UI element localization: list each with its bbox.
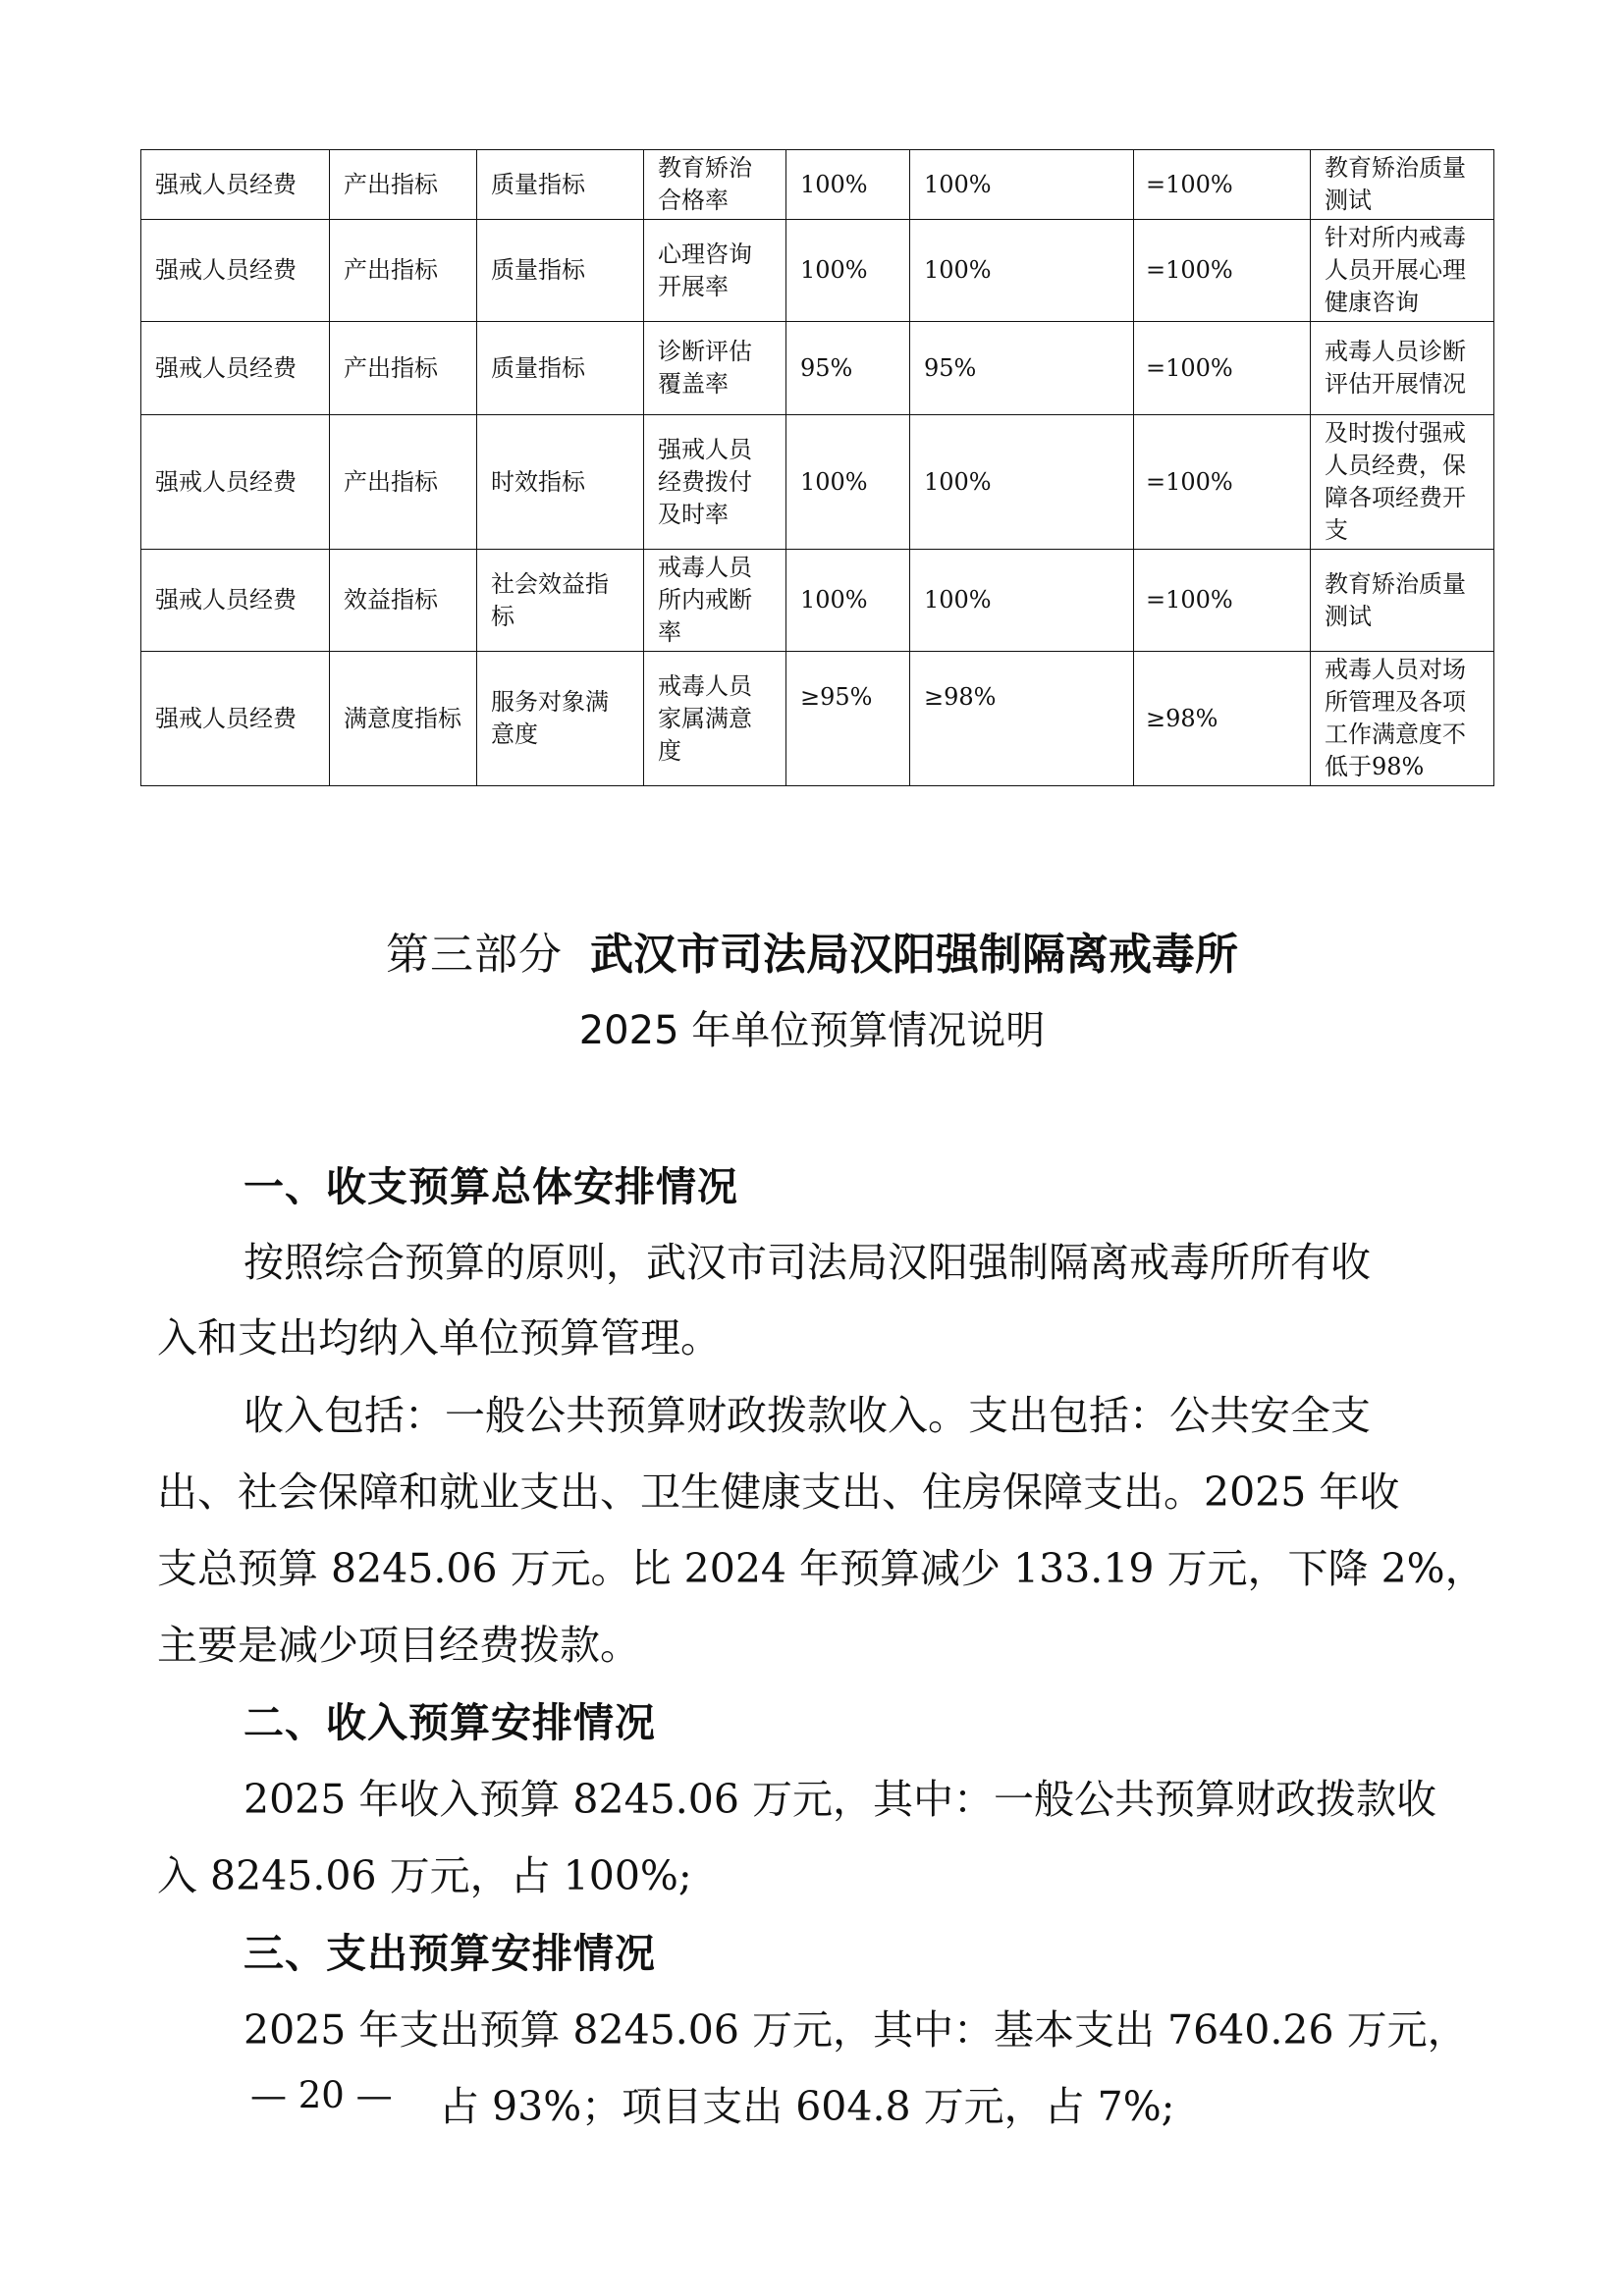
- paragraph-line: 2025 年收入预算 8245.06 万元，其中：一般公共预算财政拨款收: [244, 1776, 1436, 1823]
- table-cell: 强戒人员经费: [141, 150, 330, 220]
- table-cell: 100%: [786, 150, 910, 220]
- page-number: — 20 —: [250, 2074, 393, 2116]
- table-row: [141, 322, 1494, 415]
- paragraph-line: 入 8245.06 万元，占 100%;: [157, 1852, 692, 1899]
- table-cell: 产出指标: [330, 220, 477, 322]
- table-cell: 强戒人员经费: [141, 415, 330, 550]
- table-cell: 强戒人员经费: [141, 322, 330, 415]
- section-heading: 二、收入预算安排情况: [244, 1699, 656, 1746]
- table-cell: 100%: [910, 550, 1134, 652]
- table-cell: 100%: [786, 220, 910, 322]
- paragraph-line: 按照综合预算的原则，武汉市司法局汉阳强制隔离戒毒所所有收: [244, 1239, 1371, 1286]
- table-row: [141, 150, 1494, 220]
- table-cell: 教育矫治质量测试: [1311, 550, 1494, 652]
- table-cell: =100%: [1134, 220, 1311, 322]
- paragraph-line: 主要是减少项目经费拨款。: [157, 1622, 640, 1669]
- table-cell: 及时拨付强戒人员经费，保障各项经费开支: [1311, 415, 1494, 550]
- table-cell: 100%: [910, 220, 1134, 322]
- table-cell: 质量指标: [477, 220, 644, 322]
- paragraph-line: 支总预算 8245.06 万元。比 2024 年预算减少 133.19 万元，下降 2%，: [157, 1545, 1486, 1592]
- table-row: [141, 220, 1494, 322]
- table-row: [141, 652, 1494, 786]
- part-heading: [0, 919, 1624, 982]
- table-cell: 戒毒人员对场所管理及各项工作满意度不低于98%: [1311, 652, 1494, 786]
- paragraph-line: 2025 年支出预算 8245.06 万元，其中：基本支出 7640.26 万元，: [244, 2006, 1468, 2054]
- table-cell: 诊断评估覆盖率: [644, 322, 786, 415]
- page-title: 2025 年单位预算情况说明: [578, 1008, 1046, 1053]
- section-heading: 三、支出预算安排情况: [244, 1930, 656, 1977]
- table-cell: =100%: [1134, 322, 1311, 415]
- table-cell: 强戒人员经费: [141, 220, 330, 322]
- table-cell: 戒毒人员家属满意度: [644, 652, 786, 786]
- part-name: 武汉市司法局汉阳强制隔离戒毒所: [589, 930, 1238, 980]
- table-cell: 心理咨询开展率: [644, 220, 786, 322]
- table-cell: =100%: [1134, 550, 1311, 652]
- table-cell: =100%: [1134, 150, 1311, 220]
- table-cell: 社会效益指标: [477, 550, 644, 652]
- table-cell: =100%: [1134, 415, 1311, 550]
- table-cell: 100%: [910, 415, 1134, 550]
- section-heading: 一、收支预算总体安排情况: [244, 1163, 738, 1210]
- paragraph-line: 占 93%；项目支出 604.8 万元，占 7%;: [439, 2083, 1175, 2130]
- table-cell: 100%: [786, 550, 910, 652]
- paragraph-line: 收入包括：一般公共预算财政拨款收入。支出包括：公共安全支: [244, 1392, 1371, 1439]
- table-cell: 产出指标: [330, 322, 477, 415]
- paragraph-line: 入和支出均纳入单位预算管理。: [157, 1314, 721, 1362]
- table-cell: 效益指标: [330, 550, 477, 652]
- table-cell: 满意度指标: [330, 652, 477, 786]
- table-cell: 100%: [910, 150, 1134, 220]
- table-cell: 强戒人员经费拨付及时率: [644, 415, 786, 550]
- table-cell: 产出指标: [330, 415, 477, 550]
- part-prefix: 第三部分: [386, 930, 563, 980]
- table-cell: ≥98%: [1134, 652, 1311, 786]
- table-cell: 戒毒人员诊断评估开展情况: [1311, 322, 1494, 415]
- table-cell: 教育矫治合格率: [644, 150, 786, 220]
- table-cell: 100%: [786, 415, 910, 550]
- table-cell: 95%: [786, 322, 910, 415]
- indicator-table: [140, 149, 1494, 786]
- table-cell: 强戒人员经费: [141, 550, 330, 652]
- table-cell: 针对所内戒毒人员开展心理健康咨询: [1311, 220, 1494, 322]
- table-cell: ≥98%: [910, 652, 1134, 786]
- table-cell: ≥95%: [786, 652, 910, 786]
- table-cell: 95%: [910, 322, 1134, 415]
- table-cell: 戒毒人员所内戒断率: [644, 550, 786, 652]
- paragraph-line: 出、社会保障和就业支出、卫生健康支出、住房保障支出。2025 年收: [157, 1468, 1400, 1516]
- table-cell: 教育矫治质量测试: [1311, 150, 1494, 220]
- table-cell: 时效指标: [477, 415, 644, 550]
- table-cell: 服务对象满意度: [477, 652, 644, 786]
- table-cell: 强戒人员经费: [141, 652, 330, 786]
- table-cell: 产出指标: [330, 150, 477, 220]
- table-cell: 质量指标: [477, 150, 644, 220]
- table-cell: 质量指标: [477, 322, 644, 415]
- table-row: [141, 415, 1494, 550]
- table-row: [141, 550, 1494, 652]
